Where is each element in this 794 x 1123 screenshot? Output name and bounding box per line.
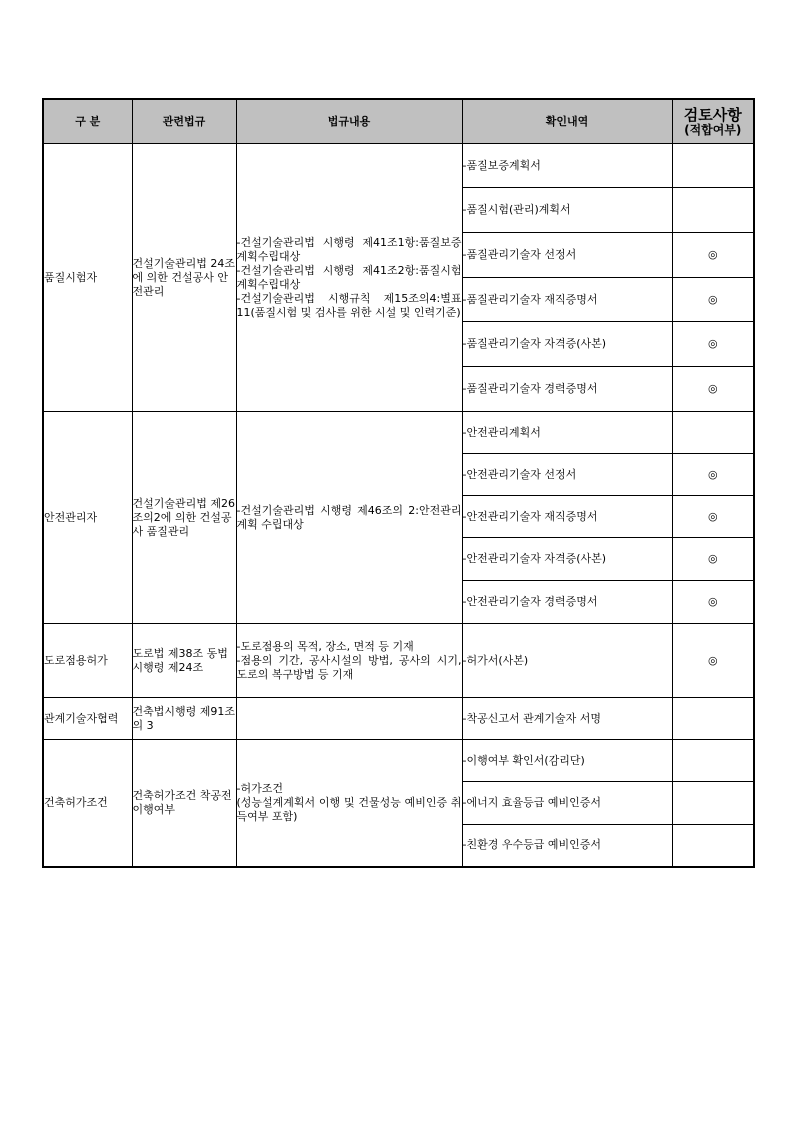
header-content: 법규내용: [236, 99, 462, 144]
result-cell: [672, 538, 754, 581]
content-line: -도로점용의 목적, 장소, 면적 등 기재: [236, 639, 414, 653]
content-line: -점용의 기간, 공사시설의 방법, 공사의 시기, 도로의 복구방법 등 기재: [236, 653, 462, 681]
law-cell: 도로법 제38조 동법 시행령 제24조: [132, 624, 236, 698]
header-law: 관련법규: [132, 99, 236, 144]
conformity-mark-icon: ◎: [707, 292, 718, 306]
conformity-mark-icon: ◎: [707, 552, 718, 565]
header-review-title: 검토사항: [683, 105, 742, 124]
conformity-mark-icon: ◎: [707, 653, 718, 667]
category-cell: 품질시험자: [43, 144, 132, 412]
law-cell: 건축법시행령 제91조의 3: [132, 698, 236, 740]
conformity-mark-icon: ◎: [707, 382, 718, 395]
check-item: -안전관리기술자 선정서: [462, 454, 672, 496]
check-item: -허가서(사본): [462, 624, 672, 698]
conformity-mark-icon: ◎: [707, 595, 718, 608]
conformity-mark-icon: ◎: [707, 337, 718, 350]
law-cell: 건설기술관리법 제26조의2에 의한 건설공사 품질관리: [132, 412, 236, 624]
result-cell: [672, 233, 754, 278]
content-line: (성능설계계획서 이행 및 건물성능 예비인증 취득여부 포함): [236, 795, 462, 823]
conformity-mark-icon: ◎: [707, 248, 718, 261]
category-cell: 건축허가조건: [43, 740, 132, 867]
content-line: -건설기술관리법 시행규칙 제15조의4:별표11(품질시험 및 검사를 위한 시설 및 인력기준): [236, 291, 462, 319]
category-cell: 도로점용허가: [43, 624, 132, 698]
content-cell: [236, 740, 462, 867]
content-line: -건설기술관리법 시행령 제41조1항:품질보증계획수립대상: [236, 235, 462, 263]
check-item: -안전관리기술자 경력증명서: [462, 581, 672, 624]
conformity-mark-icon: ◎: [707, 467, 718, 481]
check-item: -품질시험(관리)계획서: [462, 188, 672, 233]
check-item: -착공신고서 관계기술자 서명: [462, 698, 672, 740]
content-line: -허가조건: [236, 781, 283, 795]
check-item: -안전관리기술자 재직증명서: [462, 496, 672, 538]
result-cell: [672, 581, 754, 624]
check-item: -안전관리기술자 자격증(사본): [462, 538, 672, 581]
content-cell: [236, 412, 462, 624]
category-cell: 안전관리자: [43, 412, 132, 624]
table-row: [43, 144, 754, 188]
check-item: -에너지 효율등급 예비인증서: [462, 782, 672, 825]
category-cell: 관계기술자협력: [43, 698, 132, 740]
table-row: [43, 624, 754, 698]
content-cell: [236, 144, 462, 412]
result-cell: [672, 740, 754, 782]
result-cell: [672, 144, 754, 188]
table-row: [43, 740, 754, 782]
table-row: [43, 412, 754, 454]
check-item: -품질관리기술자 재직증명서: [462, 278, 672, 322]
result-cell: [672, 278, 754, 322]
header-check: 확인내역: [462, 99, 672, 144]
result-cell: [672, 412, 754, 454]
content-line: -건설기술관리법 시행령 제41조2항:품질시험계획수립대상: [236, 263, 462, 291]
content-cell: [236, 624, 462, 698]
law-cell: 건축허가조건 착공전 이행여부: [132, 740, 236, 867]
conformity-mark-icon: ◎: [707, 509, 718, 523]
header-row: [43, 99, 754, 144]
result-cell: [672, 624, 754, 698]
check-item: -품질보증계획서: [462, 144, 672, 188]
check-item: -품질관리기술자 경력증명서: [462, 367, 672, 412]
check-item: -친환경 우수등급 예비인증서: [462, 825, 672, 867]
result-cell: [672, 698, 754, 740]
table-row: [43, 698, 754, 740]
review-table: [42, 98, 755, 868]
check-item: -이행여부 확인서(감리단): [462, 740, 672, 782]
header-review-sub: (적합여부): [684, 122, 742, 137]
result-cell: [672, 454, 754, 496]
content-line: -건설기술관리법 시행령 제46조의 2:안전관리계획 수립대상: [236, 503, 462, 531]
header-category: 구 분: [43, 99, 132, 144]
content-cell: [236, 698, 462, 740]
check-item: -품질관리기술자 선정서: [462, 233, 672, 278]
check-item: -품질관리기술자 자격증(사본): [462, 322, 672, 367]
result-cell: [672, 825, 754, 867]
check-item: -안전관리계획서: [462, 412, 672, 454]
result-cell: [672, 367, 754, 412]
result-cell: [672, 496, 754, 538]
law-cell: 건설기술관리법 24조에 의한 건설공사 안전관리: [132, 144, 236, 412]
result-cell: [672, 782, 754, 825]
header-review: [672, 99, 754, 144]
result-cell: [672, 322, 754, 367]
result-cell: [672, 188, 754, 233]
